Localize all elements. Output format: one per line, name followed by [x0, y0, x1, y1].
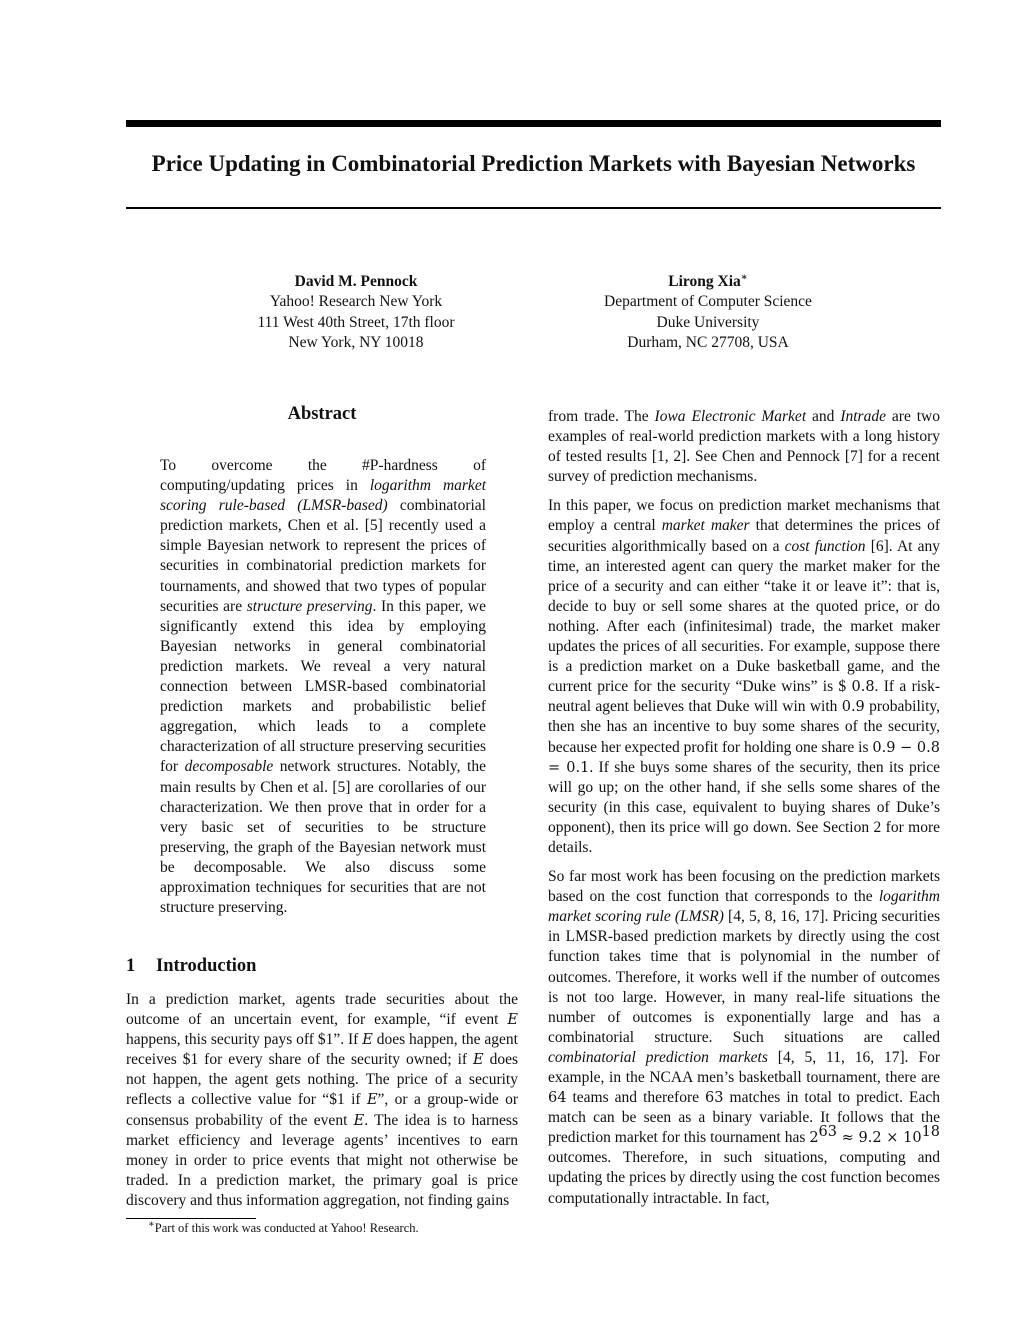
author-affiliation: Department of Computer Science: [604, 293, 812, 311]
section-number: 1: [126, 956, 136, 976]
author-city: New York, NY 10018: [288, 333, 424, 351]
author-city: Durham, NC 27708, USA: [627, 333, 789, 351]
footnote-text: Part of this work was conducted at Yahoo! Research.: [154, 1221, 419, 1235]
body-paragraph: from trade. The Iowa Electronic Market and Intrade are two examples of real-world prediction markets with a long history of tested results [1, 2]. See Chen and Pennock [7] for a recent survey of prediction mechanisms.: [548, 408, 940, 486]
body-paragraph: In this paper, we focus on prediction market mechanisms that employ a central market maker that determines the prices of securities algorithmically based on a cost function [6]. At any time, an interested agent can query the market maker for the price of a security and can either “take it or leave it”: that is, decide to buy or sell some shares at the quoted price, or do nothing. After each (infinitesimal) trade, the market maker updates the prices of all securities. For example, suppose there is a prediction market on a Duke basketball game, and the current price for the security “Duke wins” is $ 0.8. If a risk-neutral agent believes that Duke will win with 0.9 probability, then she has an incentive to buy some shares of the security, because her expected profit for holding one share is 0.9 − 0.8 = 0.1. If she buys some shares of the security, then its price will go up; on the other hand, if she sells some shares of the security (in this case, equivalent to buying shares of Duke’s opponent), then its price will go down. See Section 2 for more details.: [548, 497, 940, 856]
paper-title: Price Updating in Combinatorial Prediction Markets with Bayesian Networks: [151, 151, 916, 176]
section-title: Introduction: [156, 956, 257, 976]
footnote-rule: [126, 1218, 256, 1219]
author-block-1: [176, 272, 536, 353]
author-affiliation: Yahoo! Research New York: [269, 293, 443, 311]
author-address: 111 West 40th Street, 17th floor: [257, 313, 455, 331]
author-name: David M. Pennock: [294, 273, 418, 290]
abstract-body: To overcome the #P-hardness of computing/updating prices in logarithm market scoring rule-based (LMSR-based) combinatorial prediction markets, Chen et al. [5] recently used a simple Bayesian network to represent the prices of securities in combinatorial prediction markets for tournaments, and showed that two types of popular securities are structure preserving. In this paper, we significantly extend this idea by employing Bayesian networks in general combinatorial prediction markets. We reveal a very natural connection between LMSR-based combinatorial prediction markets and probabilistic belief aggregation, which leads to a complete characterization of all structure preserving securities for decomposable network structures. Notably, the main results by Chen et al. [5] are corollaries of our characterization. We then prove that in order for a very basic set of securities to be structure preserving, the graph of the Bayesian network must be decomposable. We also discuss some approximation techniques for securities that are not structure preserving.: [160, 457, 487, 917]
title-bottom-rule: [126, 207, 941, 209]
body-paragraph: So far most work has been focusing on the prediction markets based on the cost function that corresponds to the logarithm market scoring rule (LMSR) [4, 5, 8, 16, 17]. Pricing securities in LMSR-based prediction markets by directly using the cost function takes time that is polynomial in the number of outcomes. Therefore, it works well if the number of outcomes is not too large. However, in many real-life situations the number of outcomes is exponentially large and has a combinatorial structure. Such situations are called combinatorial prediction markets [4, 5, 11, 16, 17]. For example, in the NCAA men’s basketball tournament, there are 64 teams and therefore 63 matches in total to predict. Each match can be seen as a binary variable. It follows that the prediction market for this tournament has $2^{63} \approx 9.2 \times 10^{18}$ outcomes. Therefore, in such situations, computing and updating the prices by directly using the cost function becomes computationally intractable. In fact,: [548, 868, 941, 1207]
introduction-paragraph: In a prediction market, agents trade securities about the outcome of an uncertain event, for example, “if event E happens, this security pays off $1”. If E does happen, the agent receives $1 for every share of the security owned; if E does not happen, the agent gets nothing. The price of a security reflects a collective value for “$1 if E”, or a group-wide or consensus probability of the event E. The idea is to harness market efficiency and leverage agents’ incentives to earn money in order to price events that might not otherwise be traded. In a prediction market, the primary goal is price discovery and thus information aggregation, not finding gains: [126, 991, 518, 1209]
footnote-mark: ∗: [148, 1218, 155, 1230]
author-block-2: [528, 272, 888, 353]
right-column: [548, 407, 940, 1209]
footnote-mark: ∗: [740, 271, 748, 283]
title-top-rule: [126, 120, 941, 127]
author-university: Duke University: [656, 313, 760, 331]
author-name: Lirong Xia∗: [668, 271, 748, 290]
footnote: [148, 1218, 419, 1236]
section-heading: [126, 956, 256, 977]
abstract-heading: Abstract: [287, 404, 357, 424]
